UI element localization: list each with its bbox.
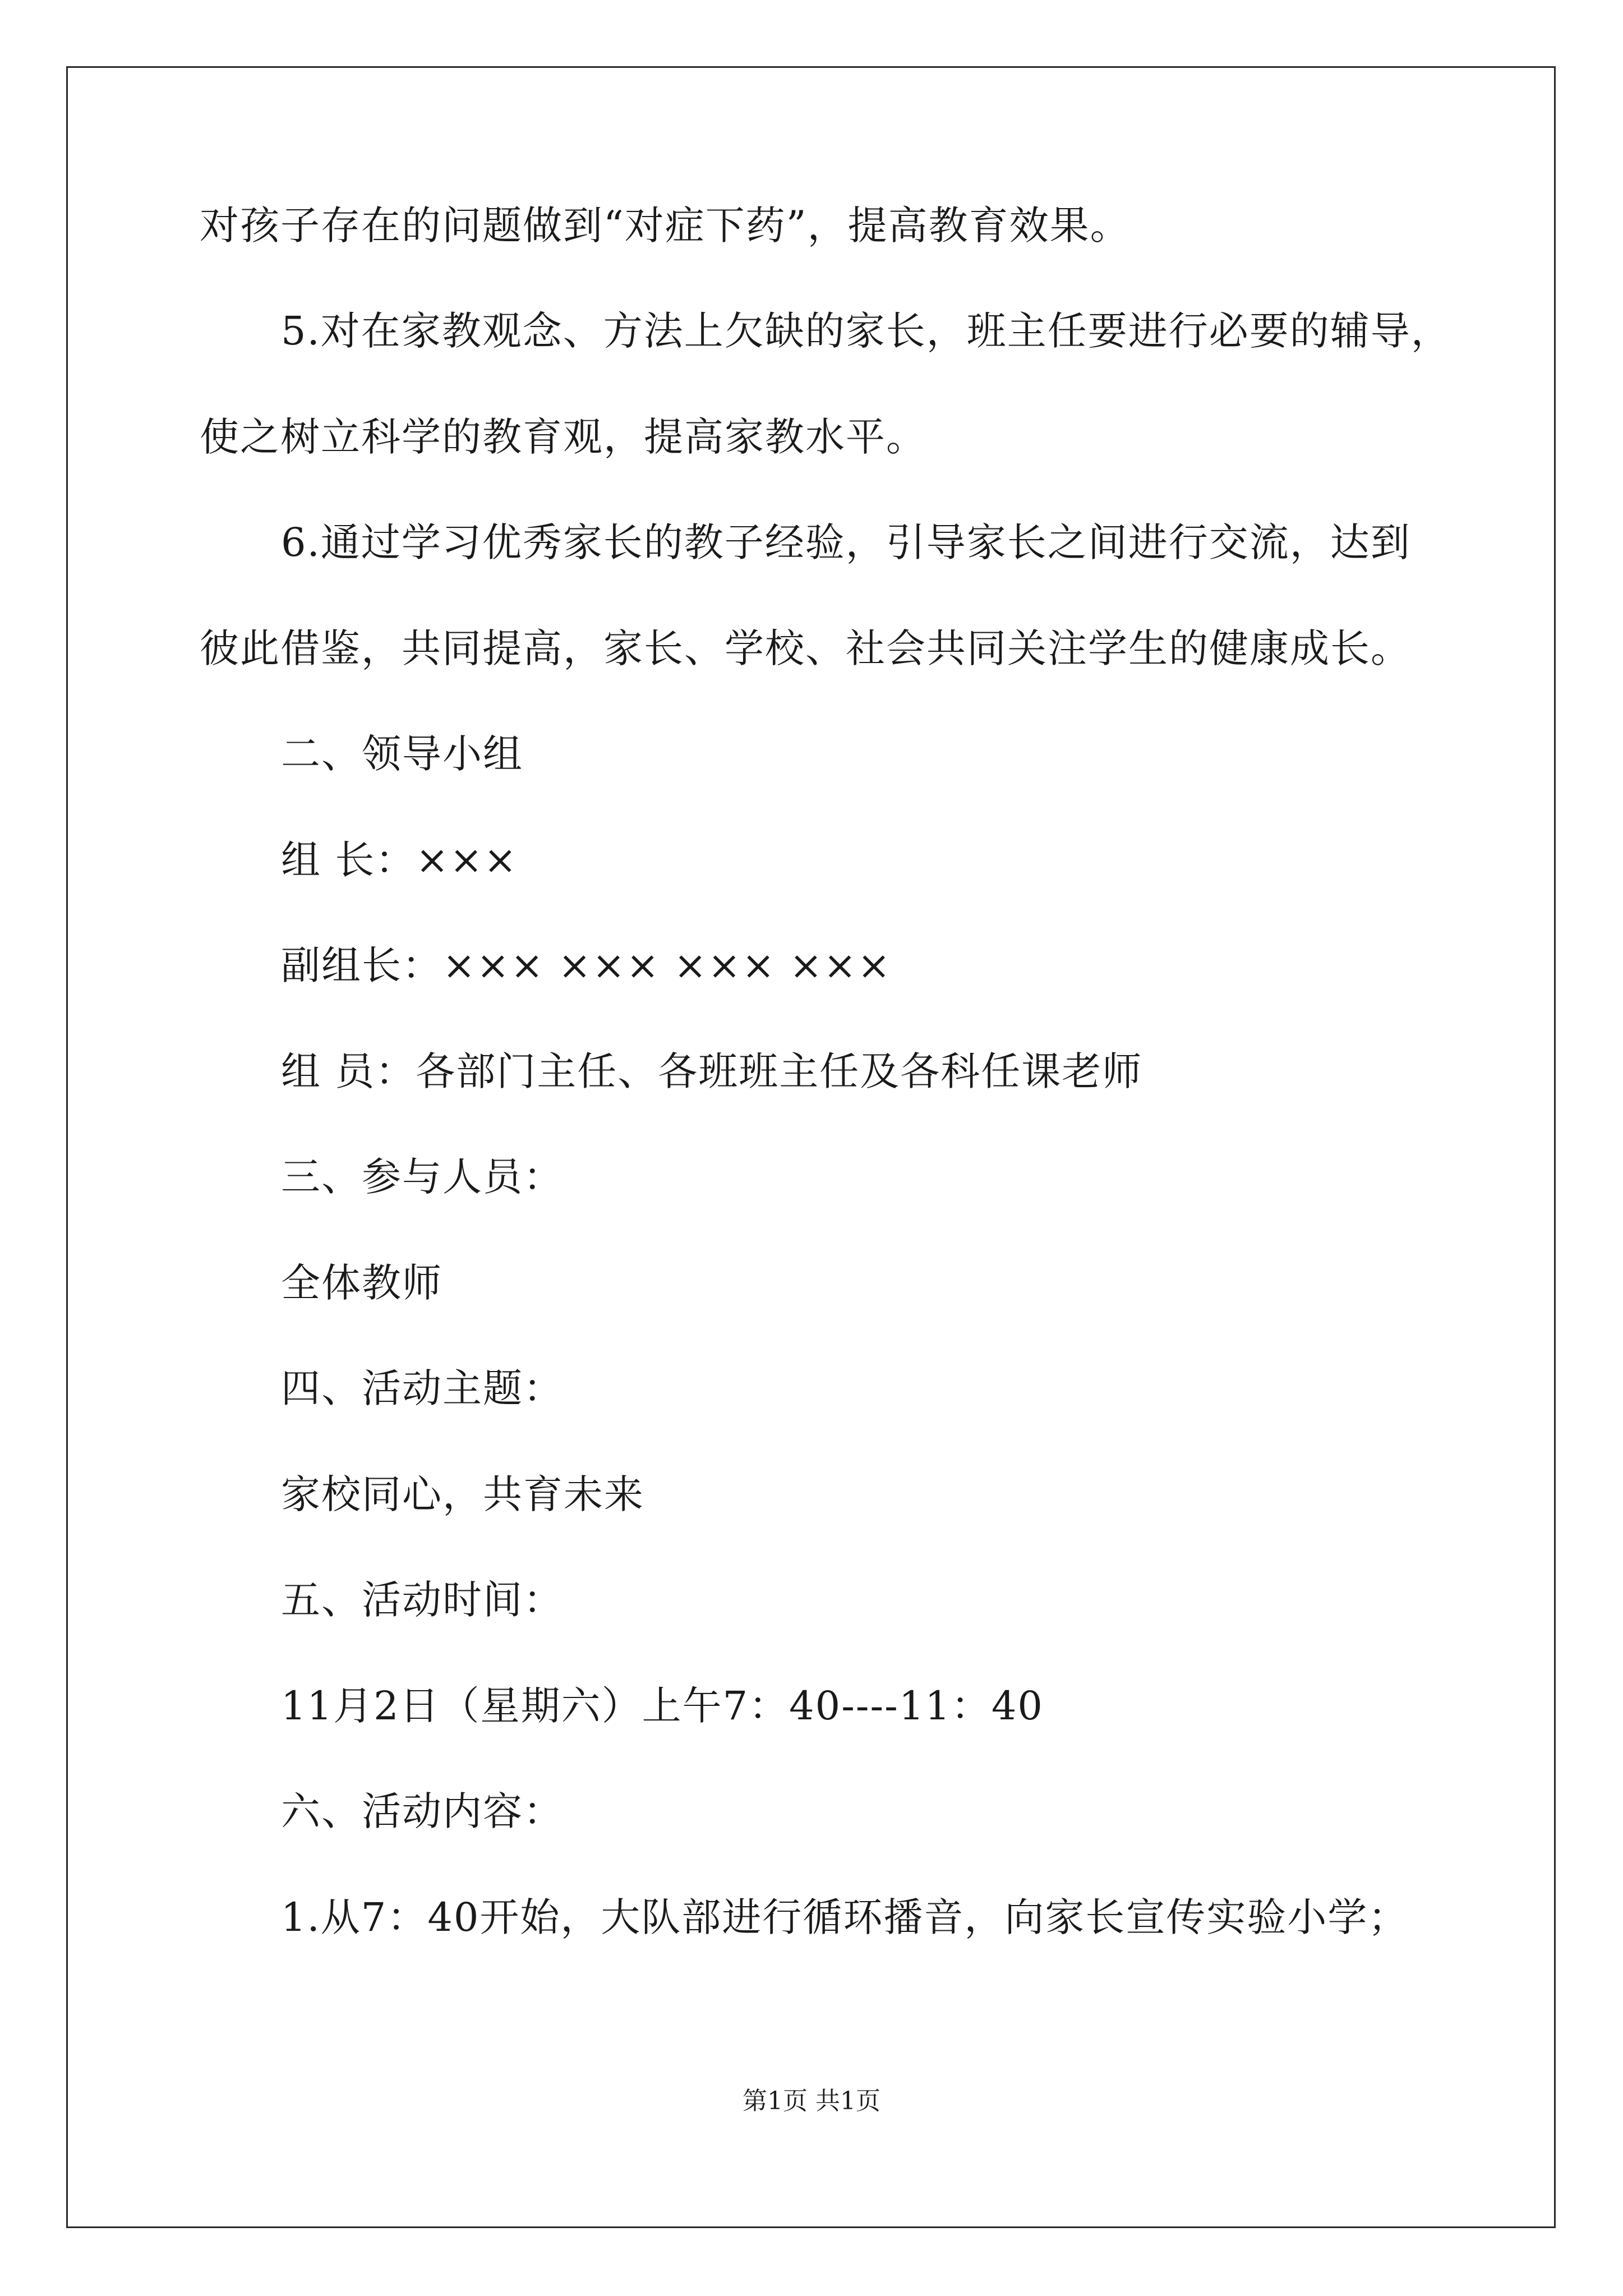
paragraph-line-5: 彼此借鉴，共同提高，家长、学校、社会共同关注学生的健康成长。 [200, 625, 1411, 671]
section-heading-theme: 四、活动主题： [281, 1365, 564, 1411]
page-footer: 第1页 共1页 [743, 2087, 880, 2115]
paragraph-line-2: 5.对在家教观念、方法上欠缺的家长，班主任要进行必要的辅导， [281, 308, 1451, 354]
paragraph-line-1: 对孩子存在的问题做到“对症下药”，提高教育效果。 [200, 203, 1131, 249]
section-heading-time: 五、活动时间： [281, 1577, 564, 1623]
section-heading-leadership: 二、领导小组 [281, 731, 523, 777]
participants-line: 全体教师 [281, 1260, 442, 1306]
theme-line: 家校同心，共育未来 [281, 1471, 644, 1517]
time-line: 11月2日（星期六）上午7：40----11：40 [281, 1683, 1044, 1729]
deputy-leader-line: 副组长：××× ××× ××× ××× [281, 942, 892, 988]
paragraph-line-4: 6.通过学习优秀家长的教子经验，引导家长之间进行交流，达到 [281, 519, 1411, 565]
content-item-1: 1.从7：40开始，大队部进行循环播音，向家长宣传实验小学； [281, 1894, 1409, 1940]
section-heading-participants: 三、参与人员： [281, 1154, 564, 1200]
section-heading-content: 六、活动内容： [281, 1788, 564, 1834]
leader-line: 组 长：××× [281, 837, 518, 883]
paragraph-line-3: 使之树立科学的教育观，提高家教水平。 [200, 414, 926, 460]
members-line: 组 员：各部门主任、各班班主任及各科任课老师 [281, 1048, 1143, 1094]
